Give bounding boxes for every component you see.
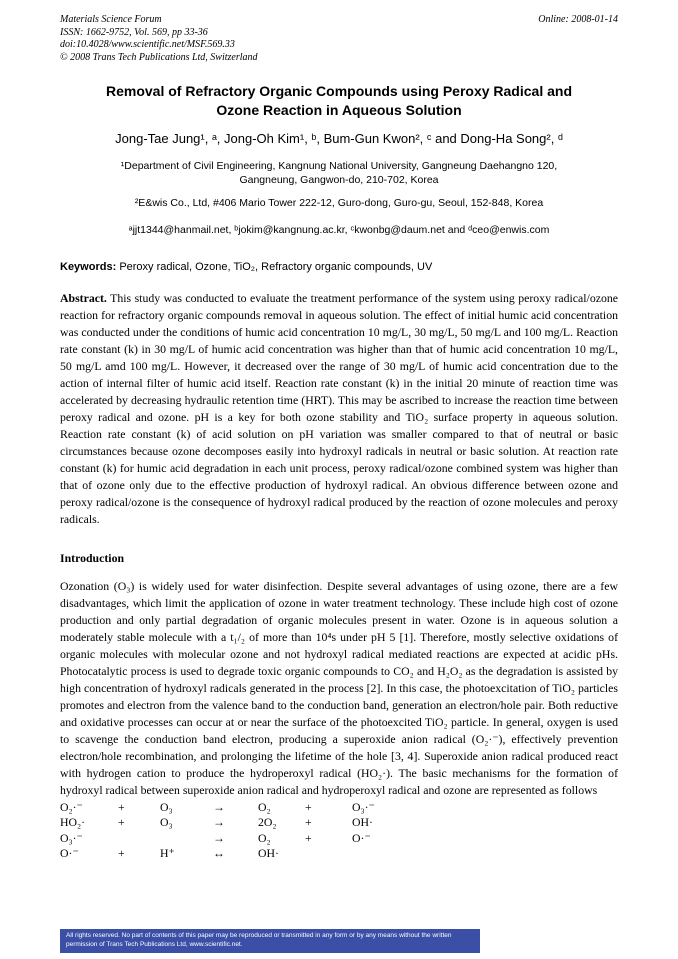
- introduction-heading: Introduction: [60, 550, 125, 565]
- equation-term: 2O₂: [258, 815, 277, 829]
- equation-arrow: ↔: [213, 846, 225, 860]
- affiliation-2: ²E&wis Co., Ltd, #406 Mario Tower 222-12, Guro-dong, Guro-gu, Seoul, 152-848, Korea: [134, 197, 544, 209]
- reaction-equations: [60, 800, 422, 862]
- equation-term: O·⁻: [352, 830, 371, 845]
- equation-term: O₃·⁻: [352, 799, 375, 814]
- equation-row: [60, 831, 422, 847]
- introduction-paragraph: Ozonation (O₃) is widely used for water disinfection. Despite several advantages of using ozone, there are a few disadvantages, which limit the application of ozone in water treatment technology. These include high cost of ozone production and only partial degradation of organic molecules present in water. Ozone is in aqueous solution a moderately stable molecule with a t₁/₂ of more than 10⁴s under pH 5 [1]. Therefore, mostly selective oxidations of organic molecules with molecular ozone and not hydroxyl radical mediated reactions are expected at acidic pHs. Photocatalytic process is used to degrade toxic organic compounds to CO₂ and H₂O₂ as the degradation is assisted by high concentration of hydroxyl radicals generated in the process [2]. In this case, the photoexcitation of TiO₂ particles promotes and electron from the valence band to the conduction band, generation an electron/hole pair. Both reductive and oxidative processes can occur at or near the surface of the photoexcited TiO₂ particle. In general, oxygen is used to scavenge the conduction band electron, producing a superoxide anion radical (O₂·⁻), effectively prevention electron/hole recombination, and prolonging the lifetime of the hole [3, 4]. Superoxide anion radical produced react with hydrogen cation to produce the hydroperoxyl radical (HO₂·). The basic mechanisms for the formation of hydroxyl radical between superoxide anion radical and hydroperoxyl radical and ozone are represented as follows: [60, 578, 618, 797]
- equation-arrow: →: [213, 815, 225, 829]
- equation-term: O₂: [258, 830, 271, 845]
- equation-arrow: →: [213, 799, 225, 814]
- authors-line: Jong-Tae Jung¹, ᵃ, Jong-Oh Kim¹, ᵇ, Bum-Gun Kwon², ᶜ and Dong-Ha Song², ᵈ: [115, 131, 563, 146]
- journal-issn: ISSN: 1662-9752, Vol. 569, pp 33-36: [60, 26, 208, 38]
- equation-operator: +: [305, 830, 312, 845]
- license-text: All rights reserved. No part of contents of this paper may be reproduced or transmitted in any form or by any means without the written permission of Trans Tech Publications Ltd, www.scientific.net.: [66, 932, 452, 948]
- equation-term: O·⁻: [60, 846, 79, 860]
- online-date: Online: 2008-01-14: [538, 14, 618, 25]
- journal-doi: doi:10.4028/www.scientific.net/MSF.569.33: [60, 39, 235, 50]
- equation-operator: [118, 831, 160, 847]
- abstract-label: Abstract.: [60, 290, 107, 305]
- equation-operator: +: [118, 846, 125, 860]
- affiliation-1: ¹Department of Civil Engineering, Kangnung National University, Gangneung Daehangno 120, Gangneung, Gangwon-do, 210-702, Korea: [120, 160, 558, 186]
- keywords-line: [60, 260, 618, 274]
- equation-operator: +: [305, 799, 312, 814]
- equation-operator: +: [118, 815, 125, 829]
- equation-term: [160, 831, 213, 847]
- author-emails: ᵃjjt1344@hanmail.net, ᵇjokim@kangnung.ac.kr, ᶜkwonbg@daum.net and ᵈceo@enwis.com: [128, 223, 550, 236]
- journal-name: Materials Science Forum: [60, 14, 162, 25]
- journal-copyright: © 2008 Trans Tech Publications Ltd, Switzerland: [60, 51, 258, 63]
- equation-term: O₂·⁻: [60, 799, 83, 814]
- equation-term: OH·: [258, 846, 279, 860]
- equation-row: [60, 815, 422, 831]
- abstract-paragraph: [60, 290, 618, 528]
- abstract-text: This study was conducted to evaluate the treatment performance of the system using peroxy radical/ozone reaction for refractory organic compounds removal in aqueous solution. The effect of initial humic acid concentration was conducted under the conditions of humic acid concentration 10 mg/L, 30 mg/L, 50 mg/L and 100 mg/L. Reaction rate constant (k) in 30 mg/L of humic acid concentration was higher than that of humic acid concentration 10 mg/L, 50 mg/L amd 100 mg/L. However, it decreased over the range of 30 mg/L of humic acid concentration due to the action of internal filter of humic acid itself. Reaction rate constant (k) in the initial 20 minute of reaction time was accelerated by decreasing hydraulic retention time (HRT). This may be ascribed to increase the reaction time between peroxy radical and ozone. pH is a key for both ozone stability and TiO₂ surface property in aqueous solution. Reaction rate constant (k) of acid solution on pH variation was smaller compared to that of neutral or basic circumstances because ozone decomposes easily into hydroxyl radicals in neutral or basic solution. At reaction rate constant (k) for humic acid degradation in each unit process, peroxy radical/ozone combined system was higher than that of ozone only due to the effective production of hydroxyl radical. An obvious difference between ozone and peroxy radical/ozone is the consequence of hydroxyl radical produced by the reaction of ozone molecules and peroxy radicals.: [60, 290, 618, 526]
- equation-row: [60, 846, 422, 862]
- equation-term: O₃: [160, 815, 173, 829]
- equation-term: [352, 846, 422, 862]
- keywords-label: Keywords:: [60, 260, 117, 273]
- journal-header: [60, 14, 618, 64]
- license-bar: [60, 929, 480, 953]
- equation-arrow: →: [213, 830, 225, 845]
- equation-term: O₃·⁻: [60, 830, 83, 845]
- equation-term: OH·: [352, 815, 373, 829]
- equation-term: O₂: [258, 799, 271, 814]
- equation-operator: +: [118, 799, 125, 814]
- equation-operator: +: [305, 815, 312, 829]
- journal-info: [60, 14, 258, 64]
- equation-term: H⁺: [160, 846, 175, 860]
- equation-row: [60, 800, 422, 816]
- equation-term: HO₂·: [60, 815, 86, 829]
- keywords-text: Peroxy radical, Ozone, TiO₂, Refractory organic compounds, UV: [119, 260, 433, 273]
- paper-title: Removal of Refractory Organic Compounds using Peroxy Radical and Ozone Reaction in Aqueous Solution: [106, 83, 572, 118]
- equation-term: O₃: [160, 799, 173, 814]
- equation-operator: [305, 846, 352, 862]
